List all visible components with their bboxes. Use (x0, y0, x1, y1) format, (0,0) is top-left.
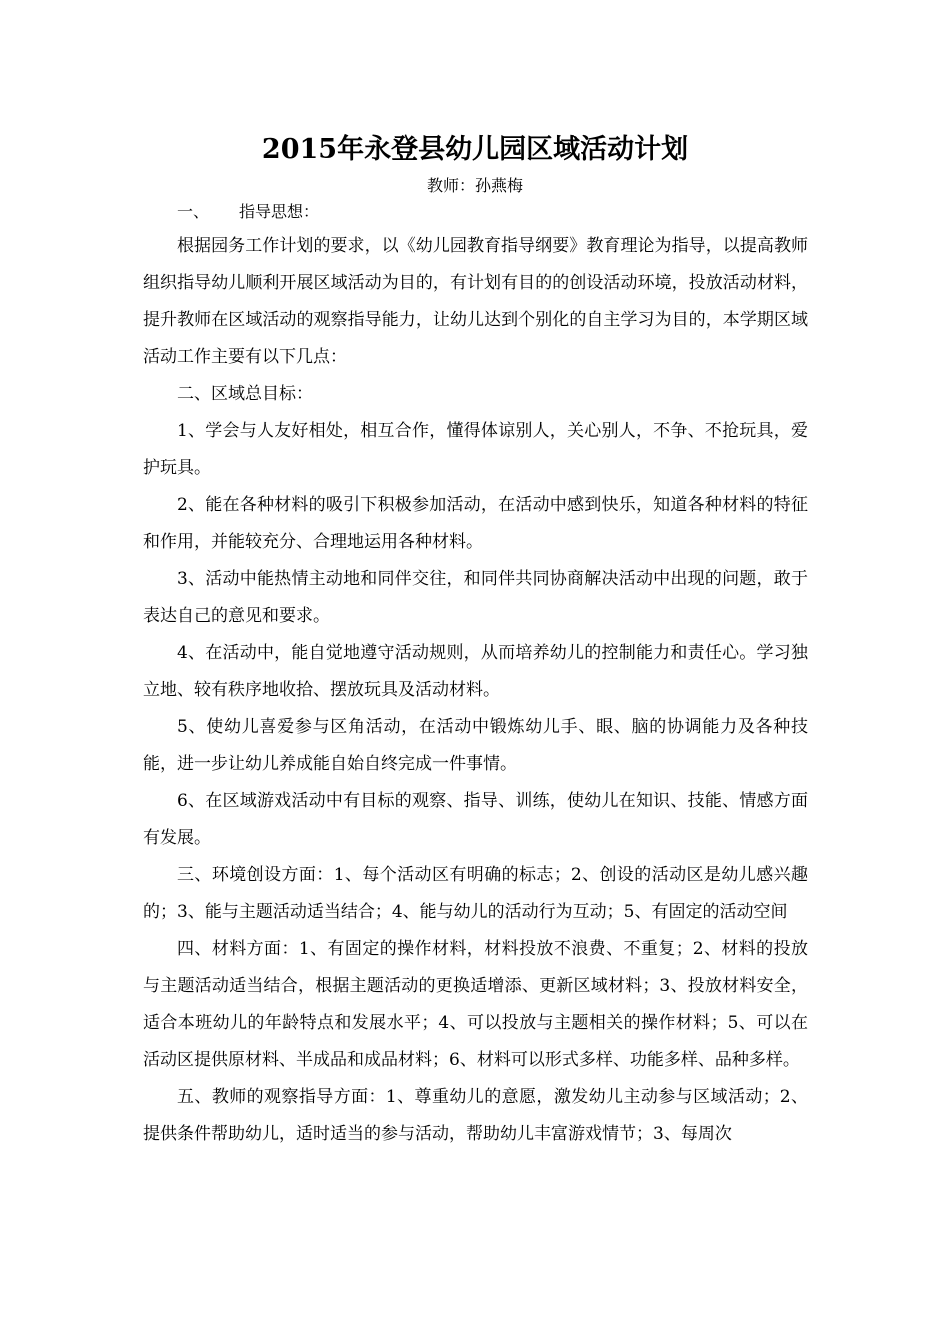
paragraph-guiding-idea: 根据园务工作计划的要求，以《幼儿园教育指导纲要》教育理论为指导，以提高教师组织指导幼儿顺利开展区域活动为目的，有计划有目的的创设活动环境，投放活动材料，提升教师在区域活动的观察指导能力，让幼儿达到个别化的自主学习为目的，本学期区域活动工作主要有以下几点： (143, 236, 808, 367)
document-body (143, 197, 808, 1153)
paragraph-teacher-guidance: 五、教师的观察指导方面：1、尊重幼儿的意愿，激发幼儿主动参与区域活动；2、提供条件帮助幼儿，适时适当的参与活动，帮助幼儿丰富游戏情节；3、每周次 (143, 1087, 808, 1144)
section-heading-guiding-idea (177, 197, 808, 228)
paragraph-goal-4: 4、在活动中，能自觉地遵守活动规则，从而培养幼儿的控制能力和责任心。学习独立地、较有秩序地收拾、摆放玩具及活动材料。 (143, 643, 808, 700)
paragraph-goal-5: 5、使幼儿喜爱参与区角活动，在活动中锻炼幼儿手、眼、脑的协调能力及各种技能，进一步让幼儿养成能自始自终完成一件事情。 (143, 717, 808, 774)
paragraph-goal-2: 2、能在各种材料的吸引下积极参加活动，在活动中感到快乐，知道各种材料的特征和作用，并能较充分、合理地运用各种材料。 (143, 495, 808, 552)
paragraph-goal-6: 6、在区域游戏活动中有目标的观察、指导、训练，使幼儿在知识、技能、情感方面有发展。 (143, 791, 808, 848)
author-line: 教师：孙燕梅 (426, 176, 523, 195)
document-title: 2015年永登县幼儿园区域活动计划 (261, 134, 689, 165)
paragraph-goal-3: 3、活动中能热情主动地和同伴交往，和同伴共同协商解决活动中出现的问题，敢于表达自己的意见和要求。 (143, 569, 808, 626)
paragraph-goal-1: 1、学会与人友好相处，相互合作，懂得体谅别人，关心别人，不争、不抢玩具，爱护玩具。 (143, 421, 808, 478)
section-heading-overall-goals: 二、区域总目标： (177, 384, 313, 404)
section-number: 一、 (177, 202, 210, 221)
paragraph-materials: 四、材料方面：1、有固定的操作材料，材料投放不浪费、不重复；2、材料的投放与主题活动适当结合，根据主题活动的更换适增添、更新区域材料；3、投放材料安全，适合本班幼儿的年龄特点和发展水平；4、可以投放与主题相关的操作材料；5、可以在活动区提供原材料、半成品和成品材料；6、材料可以形式多样、功能多样、品种多样。 (143, 939, 808, 1070)
paragraph-environment: 三、环境创设方面：1、每个活动区有明确的标志；2、创设的活动区是幼儿感兴趣的；3、能与主题活动适当结合；4、能与幼儿的活动行为互动；5、有固定的活动空间 (143, 865, 808, 922)
section-heading-text: 指导思想： (239, 202, 320, 221)
